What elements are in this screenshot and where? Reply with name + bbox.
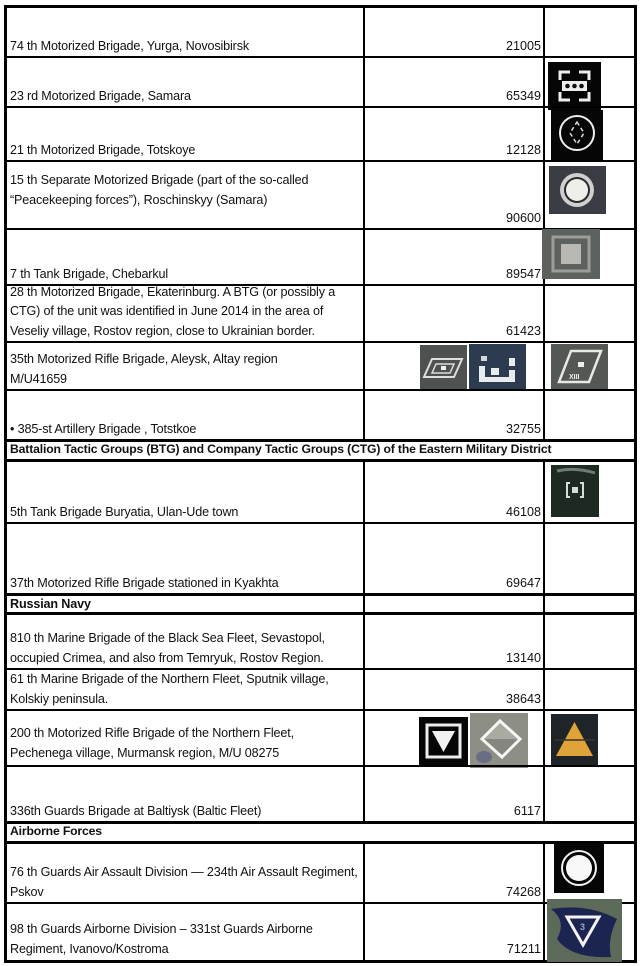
table-row — [4, 389, 637, 440]
unit-number-cell — [363, 524, 543, 594]
empty-cell — [363, 596, 543, 613]
triangle-3-insignia-icon — [547, 899, 622, 962]
unit-name-cell — [7, 711, 363, 766]
unit-number-cell — [363, 670, 543, 710]
unit-name-cell — [7, 461, 363, 523]
insignia-cell — [543, 230, 634, 285]
unit-name-cell — [7, 615, 363, 669]
empty-cell — [543, 596, 634, 613]
insignia-cell — [543, 615, 634, 669]
unit-number-cell — [363, 904, 543, 960]
unit-name: 336th Guards Brigade at Baltiysk (Baltic Fleet) — [10, 803, 262, 818]
table-row — [4, 228, 637, 285]
svg-text:XIII: XIII — [569, 374, 580, 381]
bracket-dots-insignia-icon — [548, 62, 601, 110]
unit-number-cell — [363, 461, 543, 523]
unit-number-cell — [363, 615, 543, 669]
unit-number: 89547 — [505, 267, 541, 281]
insignia-cell — [543, 162, 634, 229]
bracket-blocks-insignia-icon — [469, 344, 526, 390]
inverted-triangle-insignia-icon — [419, 717, 468, 765]
svg-text:3: 3 — [580, 922, 586, 932]
unit-name: 5th Tank Brigade Buryatia, Ulan-Ude town — [10, 504, 239, 519]
unit-name-cell — [7, 670, 363, 710]
unit-name: 61 th Marine Brigade of the Northern Fleet, Sputnik village, Kolskiy peninsula. — [10, 672, 329, 706]
circle-diamond-insignia-icon — [551, 110, 603, 161]
unit-number: 65349 — [505, 89, 541, 103]
unit-name: 200 th Motorized Rifle Brigade of the Northern Fleet, Pechenega village, Murmansk region, M/U 08275 — [10, 726, 294, 760]
double-ring-insignia-icon — [549, 166, 606, 214]
unit-number: 74268 — [505, 885, 541, 899]
table-row — [4, 612, 637, 669]
unit-number-cell — [363, 8, 543, 57]
unit-number-cell — [363, 391, 543, 440]
unit-number: 21005 — [505, 39, 541, 53]
unit-name-cell — [7, 524, 363, 594]
table-row — [4, 668, 637, 710]
unit-name-cell — [7, 8, 363, 57]
unit-name-cell — [7, 904, 363, 960]
unit-number-cell — [363, 843, 543, 903]
unit-name-cell — [7, 391, 363, 440]
table-row — [4, 160, 637, 229]
insignia-cell — [543, 711, 634, 766]
unit-name-cell — [7, 286, 363, 342]
table-row — [4, 56, 637, 107]
insignia-cell — [543, 904, 634, 960]
insignia-cell — [543, 767, 634, 822]
insignia-cell — [543, 343, 634, 390]
unit-name-cell — [7, 343, 363, 390]
unit-name: 15 th Separate Motorized Brigade (part of the so-called “Peacekeeping forces”), Roschinskyy (Samara) — [10, 173, 309, 207]
unit-number-cell — [363, 58, 543, 107]
unit-number-cell — [363, 343, 543, 390]
bracket-square-insignia-icon — [551, 465, 599, 517]
unit-name-cell — [7, 843, 363, 903]
table-row — [4, 765, 637, 822]
unit-number: 61423 — [505, 324, 541, 338]
unit-name: 810 th Marine Brigade of the Black Sea Fleet, Sevastopol, occupied Crimea, and also from Temryuk, Rostov Region. — [10, 631, 325, 665]
insignia-cell — [543, 524, 634, 594]
unit-name: 37th Motorized Rifle Brigade stationed in Kyakhta — [10, 575, 279, 590]
table-row — [4, 461, 637, 523]
table-row — [4, 106, 637, 161]
unit-number-cell — [363, 286, 543, 342]
unit-name: 74 th Motorized Brigade, Yurga, Novosibirsk — [10, 38, 250, 53]
unit-name-cell — [7, 162, 363, 229]
unit-number: 90600 — [505, 211, 541, 225]
tilted-square-insignia-icon — [470, 713, 528, 768]
unit-number: 69647 — [505, 576, 541, 590]
unit-number-cell — [363, 767, 543, 822]
insignia-cell — [543, 286, 634, 342]
table-row — [4, 284, 637, 342]
unit-number: 12128 — [505, 143, 541, 157]
insignia-cell — [543, 670, 634, 710]
insignia-cell — [543, 58, 634, 107]
unit-number-cell — [363, 108, 543, 161]
unit-number: 71211 — [506, 942, 541, 956]
table-row — [4, 341, 637, 390]
section-title-cell — [7, 596, 363, 613]
unit-name-cell — [7, 108, 363, 161]
insignia-cell — [543, 8, 634, 57]
unit-name-cell — [7, 58, 363, 107]
unit-name: 76 th Guards Air Assault Division — 234th Air Assault Regiment, Pskov — [10, 865, 358, 899]
insignia-cell — [543, 391, 634, 440]
unit-name: 21 th Motorized Brigade, Totskoye — [10, 142, 196, 157]
orange-triangle-insignia-icon — [551, 714, 598, 765]
unit-number-cell — [363, 230, 543, 285]
section-title: Russian Navy — [10, 597, 91, 611]
table-row — [4, 709, 637, 766]
section-header-row — [4, 821, 637, 844]
unit-name-cell — [7, 230, 363, 285]
insignia-cell — [543, 461, 634, 523]
table-row — [4, 5, 637, 57]
unit-number: 6117 — [513, 804, 541, 818]
table-row — [4, 522, 637, 594]
section-title: Battalion Tactic Groups (BTG) and Company Tactic Groups (CTG) of the Eastern Military District — [10, 442, 552, 456]
section-title: Airborne Forces — [10, 824, 102, 838]
section-header-row — [4, 439, 637, 462]
unit-name: 7 th Tank Brigade, Chebarkul — [10, 266, 168, 281]
insignia-cell — [543, 108, 634, 161]
unit-number-cell — [363, 162, 543, 229]
unit-number: 13140 — [505, 651, 541, 665]
unit-name: 23 rd Motorized Brigade, Samara — [10, 88, 191, 103]
table-row — [4, 902, 637, 963]
parallelogram-xiii-insignia-icon — [551, 344, 608, 389]
unit-number-cell — [363, 711, 543, 766]
unit-number: 32755 — [505, 422, 541, 436]
table-row — [4, 843, 637, 903]
unit-name: 28 th Motorized Brigade, Ekaterinburg. A BTG (or possibly a CTG) of the unit was identified in June 2014 in the area of Veseliy village, Rostov region, close to Ukrainian border. — [10, 284, 336, 338]
unit-number: 46108 — [505, 505, 541, 519]
white-ring-insignia-icon — [554, 843, 604, 893]
unit-name: 35th Motorized Rifle Brigade, Aleysk, Altay region M/U41659 — [10, 352, 278, 386]
insignia-cell — [543, 843, 634, 903]
unit-name: • 385-st Artillery Brigade , Totstkoe — [10, 421, 197, 436]
unit-number: 38643 — [505, 692, 541, 706]
parallelogram-insignia-icon — [420, 345, 467, 389]
unit-name-cell — [7, 767, 363, 822]
framed-square-insignia-icon — [542, 229, 600, 279]
section-header-row — [4, 593, 637, 613]
unit-name: 98 th Guards Airborne Division – 331st Guards Airborne Regiment, Ivanovo/Kostroma — [10, 922, 313, 956]
